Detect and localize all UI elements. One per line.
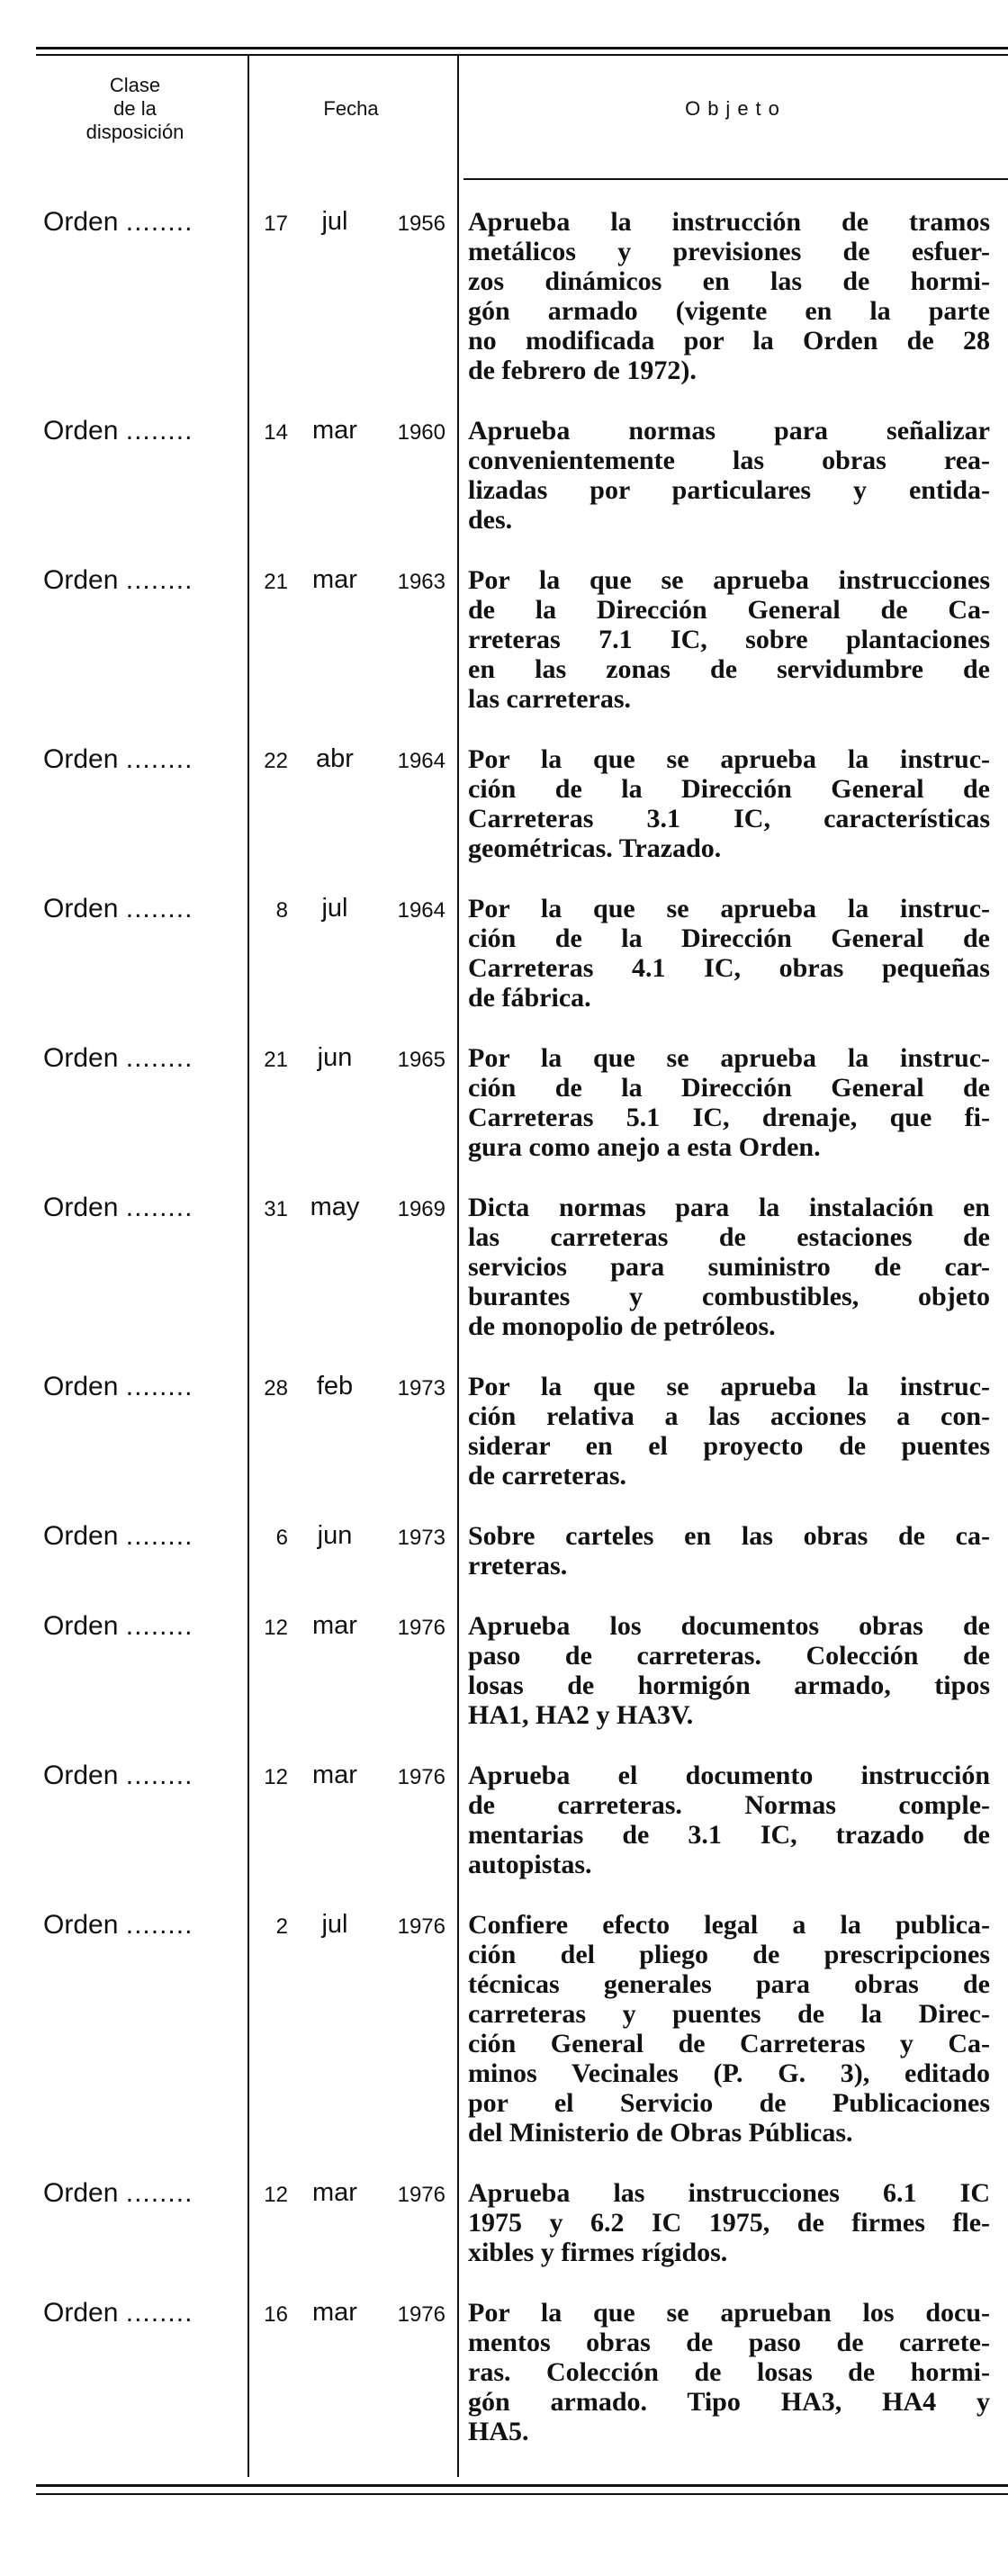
objeto-line: mentos obras de paso de carrete- [468, 2328, 990, 2357]
leader-dots: ........ [125, 1910, 194, 1940]
objeto-line: de fábrica. [468, 983, 591, 1013]
objeto-line: 1975 y 6.2 IC 1975, de firmes fle- [468, 2208, 990, 2238]
column-divider-fecha [457, 56, 459, 2477]
objeto-line: xibles y firmes rígidos. [468, 2238, 728, 2267]
anio-cell: 1976 [397, 2183, 446, 2207]
objeto-line: Aprueba el documento instrucción [468, 1761, 990, 1790]
anio-cell: 1960 [397, 420, 446, 445]
objeto-cell [468, 894, 990, 1013]
objeto-line: Por la que se aprueba la instruc- [468, 894, 990, 923]
objeto-line: Aprueba la instrucción de tramos [468, 207, 990, 237]
objeto-line: metálicos y previsiones de esfuer- [468, 237, 990, 266]
clase-text: Orden [43, 1910, 119, 1940]
mes-cell: mar [312, 565, 357, 594]
clase-cell [43, 2178, 193, 2208]
objeto-line: de la Dirección General de Ca- [468, 595, 990, 625]
objeto-line: Aprueba las instrucciones 6.1 IC [468, 2178, 990, 2208]
anio-cell: 1976 [397, 1616, 446, 1640]
clase-text: Orden [43, 1193, 119, 1222]
objeto-line: carreteras y puentes de la Direc- [468, 1999, 990, 2029]
clase-cell [43, 1372, 193, 1401]
leader-dots: ........ [125, 1761, 194, 1790]
objeto-line: burantes y combustibles, objeto [468, 1282, 990, 1311]
objeto-line: Carreteras 5.1 IC, drenaje, que fi- [468, 1103, 990, 1132]
leader-dots: ........ [125, 1043, 194, 1073]
objeto-line: zos dinámicos en las de hormi- [468, 266, 990, 296]
objeto-line: minos Vecinales (P. G. 3), editado [468, 2058, 990, 2088]
objeto-cell [468, 1611, 990, 1730]
dia-cell: 21 [264, 1048, 288, 1072]
header-objeto: Objeto [685, 97, 787, 120]
objeto-cell [468, 1521, 990, 1581]
objeto-line: ción del pliego de prescripciones [468, 1940, 990, 1969]
objeto-line: de monopolio de petróleos. [468, 1311, 776, 1341]
mes-cell: abr [316, 744, 354, 773]
clase-text: Orden [43, 2178, 119, 2208]
dia-cell: 12 [264, 2183, 288, 2207]
objeto-line: convenientemente las obras rea- [468, 446, 990, 475]
clase-cell [43, 1521, 193, 1551]
mes-cell: jul [321, 894, 348, 923]
dia-cell: 22 [264, 749, 288, 773]
objeto-line: Dicta normas para la instalación en [468, 1193, 990, 1222]
anio-cell: 1964 [397, 898, 446, 923]
anio-cell: 1973 [397, 1376, 446, 1401]
objeto-line: ción de la Dirección General de [468, 923, 990, 953]
objeto-line: Carreteras 3.1 IC, características [468, 804, 990, 833]
clase-cell [43, 2298, 193, 2328]
objeto-line: mentarias de 3.1 IC, trazado de [468, 1820, 990, 1850]
objeto-cell [468, 1193, 990, 1341]
dia-cell: 12 [264, 1765, 288, 1789]
clase-text: Orden [43, 1611, 119, 1641]
dia-cell: 16 [264, 2302, 288, 2327]
mes-cell: mar [312, 2178, 357, 2207]
leader-dots: ........ [125, 744, 194, 774]
leader-dots: ........ [125, 416, 194, 446]
bottom-rule-inner [36, 2493, 1008, 2495]
objeto-cell [468, 1043, 990, 1162]
objeto-line: Carreteras 4.1 IC, obras pequeñas [468, 953, 990, 983]
leader-dots: ........ [125, 565, 194, 595]
mes-cell: jun [317, 1521, 353, 1550]
mes-cell: may [310, 1193, 360, 1221]
objeto-line: las carreteras. [468, 684, 632, 714]
objeto-line: rreteras 7.1 IC, sobre plantaciones [468, 625, 990, 654]
top-rule [36, 47, 1008, 50]
top-rule-inner [36, 54, 1008, 56]
objeto-line: HA1, HA2 y HA3V. [468, 1700, 694, 1730]
header-underline [464, 178, 1008, 180]
leader-dots: ........ [125, 1193, 194, 1222]
objeto-line: de carreteras. Normas comple- [468, 1790, 990, 1820]
clase-cell [43, 565, 193, 595]
dia-cell: 2 [275, 1914, 288, 1939]
objeto-line: gura como anejo a esta Orden. [468, 1132, 821, 1162]
clase-text: Orden [43, 1761, 119, 1790]
dia-cell: 21 [264, 570, 288, 594]
objeto-line: Sobre carteles en las obras de ca- [468, 1521, 990, 1551]
dia-cell: 31 [264, 1197, 288, 1221]
clase-cell [43, 207, 193, 237]
leader-dots: ........ [125, 894, 194, 923]
anio-cell: 1965 [397, 1048, 446, 1072]
objeto-line: gón armado. Tipo HA3, HA4 y [468, 2387, 990, 2417]
clase-text: Orden [43, 1521, 119, 1551]
anio-cell: 1956 [397, 212, 446, 236]
objeto-line: siderar en el proyecto de puentes [468, 1431, 990, 1461]
anio-cell: 1964 [397, 749, 446, 773]
objeto-cell [468, 2298, 990, 2446]
clase-text: Orden [43, 1372, 119, 1401]
objeto-line: HA5. [468, 2417, 529, 2446]
clase-cell [43, 1193, 193, 1222]
clase-cell [43, 1910, 193, 1940]
objeto-line: Aprueba normas para señalizar [468, 416, 990, 446]
objeto-cell [468, 565, 990, 714]
mes-cell: jul [321, 207, 348, 236]
objeto-line: ción de la Dirección General de [468, 1073, 990, 1103]
objeto-line: servicios para suministro de car- [468, 1252, 990, 1282]
leader-dots: ........ [125, 1521, 194, 1551]
objeto-line: losas de hormigón armado, tipos [468, 1671, 990, 1700]
objeto-line: del Ministerio de Obras Públicas. [468, 2118, 853, 2148]
dia-cell: 8 [275, 898, 288, 923]
dia-cell: 6 [275, 1526, 288, 1550]
dia-cell: 17 [264, 212, 288, 236]
bottom-rule [36, 2484, 1008, 2487]
dia-cell: 12 [264, 1616, 288, 1640]
objeto-line: de febrero de 1972). [468, 356, 697, 385]
objeto-line: en las zonas de servidumbre de [468, 654, 990, 684]
objeto-line: paso de carreteras. Colección de [468, 1641, 990, 1671]
leader-dots: ........ [125, 207, 194, 237]
dia-cell: 14 [264, 420, 288, 445]
column-divider-clase [248, 56, 249, 2477]
header-clase-line: de la [113, 97, 157, 120]
leader-dots: ........ [125, 1611, 194, 1641]
header-clase-line: Clase [109, 74, 161, 96]
objeto-line: lizadas por particulares y entida- [468, 475, 990, 505]
objeto-line: ción General de Carreteras y Ca- [468, 2029, 990, 2058]
objeto-line: Por la que se aprueban los docu- [468, 2298, 990, 2328]
objeto-line: geométricas. Trazado. [468, 833, 722, 863]
mes-cell: mar [312, 416, 357, 445]
objeto-line: Aprueba los documentos obras de [468, 1611, 990, 1641]
objeto-line: ción de la Dirección General de [468, 774, 990, 804]
clase-text: Orden [43, 894, 119, 923]
header-fecha: Fecha [323, 97, 379, 120]
objeto-line: de carreteras. [468, 1461, 627, 1491]
anio-cell: 1976 [397, 1914, 446, 1939]
clase-cell [43, 1761, 193, 1790]
clase-cell [43, 1043, 193, 1073]
mes-cell: mar [312, 2298, 357, 2327]
mes-cell: mar [312, 1761, 357, 1789]
clase-cell [43, 894, 193, 923]
objeto-cell [468, 1910, 990, 2148]
clase-text: Orden [43, 565, 119, 595]
objeto-line: Por la que se aprueba instrucciones [468, 565, 990, 595]
anio-cell: 1976 [397, 1765, 446, 1789]
clase-cell [43, 416, 193, 446]
header-clase [36, 74, 234, 144]
objeto-line: autopistas. [468, 1850, 592, 1879]
mes-cell: feb [316, 1372, 354, 1401]
objeto-cell [468, 416, 990, 535]
objeto-line: rreteras. [468, 1551, 568, 1581]
mes-cell: jul [321, 1910, 348, 1939]
clase-text: Orden [43, 416, 119, 446]
mes-cell: mar [312, 1611, 357, 1640]
objeto-line: des. [468, 505, 513, 535]
objeto-cell [468, 1761, 990, 1879]
leader-dots: ........ [125, 2298, 194, 2328]
anio-cell: 1973 [397, 1526, 446, 1550]
objeto-line: Confiere efecto legal a la publica- [468, 1910, 990, 1940]
objeto-line: no modificada por la Orden de 28 [468, 326, 990, 356]
objeto-line: ción relativa a las acciones a con- [468, 1401, 990, 1431]
leader-dots: ........ [125, 2178, 194, 2208]
dia-cell: 28 [264, 1376, 288, 1401]
objeto-cell [468, 207, 990, 385]
clase-text: Orden [43, 2298, 119, 2328]
objeto-line: ras. Colección de losas de hormi- [468, 2357, 990, 2387]
header-clase-line: disposición [86, 121, 184, 143]
anio-cell: 1963 [397, 570, 446, 594]
objeto-line: Por la que se aprueba la instruc- [468, 1372, 990, 1401]
objeto-line: gón armado (vigente en la parte [468, 296, 990, 326]
clase-cell [43, 1611, 193, 1641]
leader-dots: ........ [125, 1372, 194, 1401]
clase-text: Orden [43, 1043, 119, 1073]
mes-cell: jun [317, 1043, 353, 1072]
anio-cell: 1969 [397, 1197, 446, 1221]
objeto-cell [468, 1372, 990, 1491]
anio-cell: 1976 [397, 2302, 446, 2327]
objeto-line: las carreteras de estaciones de [468, 1222, 990, 1252]
objeto-line: técnicas generales para obras de [468, 1969, 990, 1999]
objeto-line: por el Servicio de Publicaciones [468, 2088, 990, 2118]
clase-cell [43, 744, 193, 774]
objeto-line: Por la que se aprueba la instruc- [468, 744, 990, 774]
objeto-cell [468, 744, 990, 863]
objeto-line: Por la que se aprueba la instruc- [468, 1043, 990, 1073]
clase-text: Orden [43, 744, 119, 774]
objeto-cell [468, 2178, 990, 2267]
clase-text: Orden [43, 207, 119, 237]
